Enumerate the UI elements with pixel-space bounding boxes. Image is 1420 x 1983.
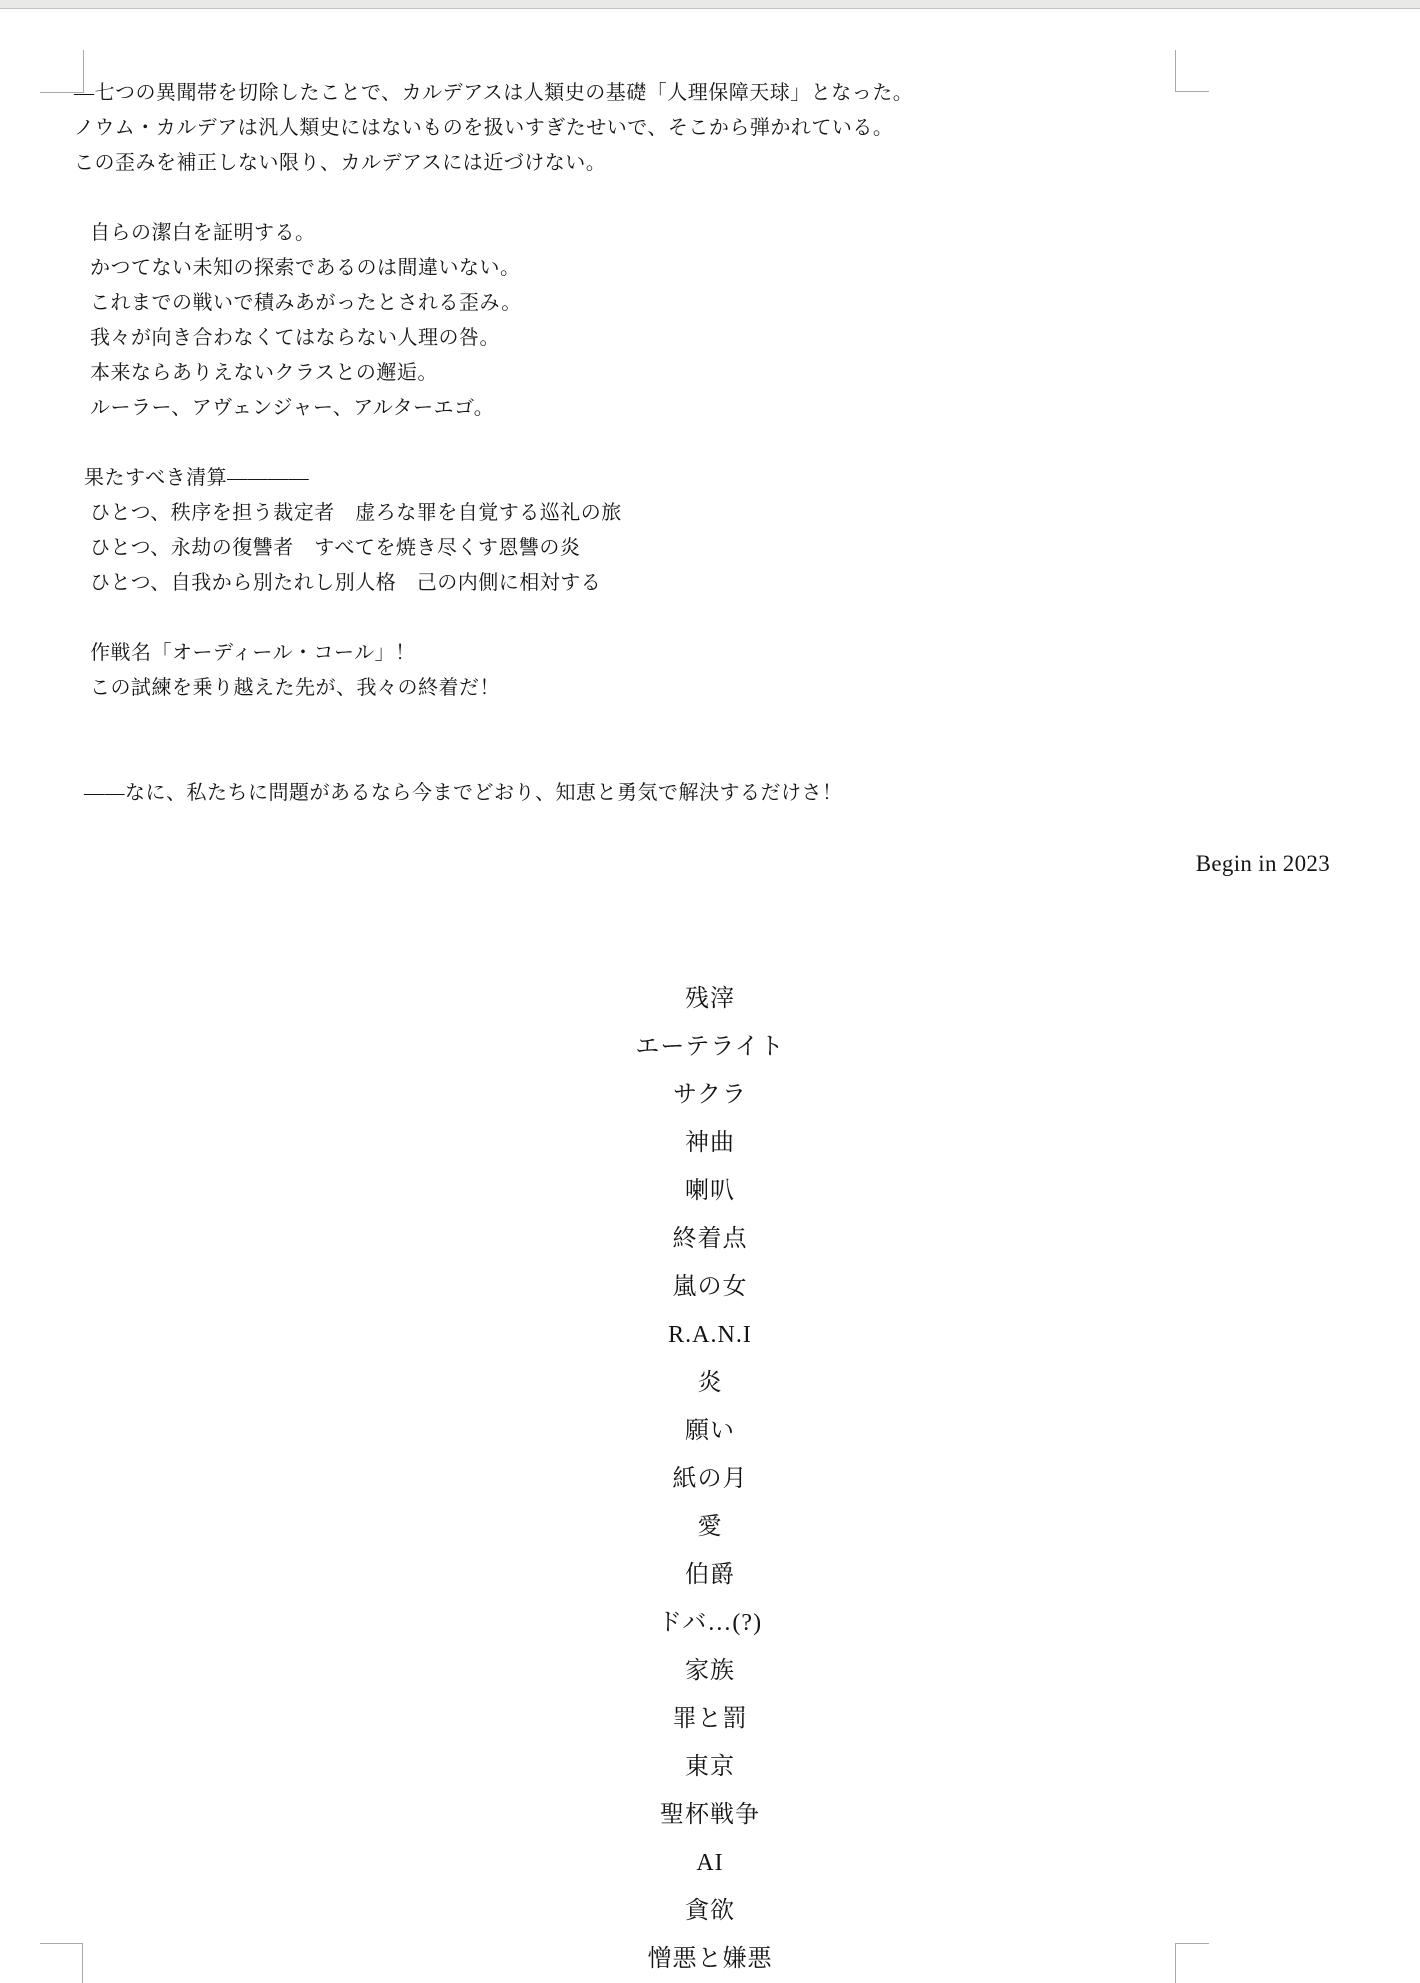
text-line: 作戦名「オーディール・コール」！ bbox=[90, 642, 416, 664]
text-line: 自らの潔白を証明する。 bbox=[90, 222, 316, 244]
blank-line bbox=[0, 181, 1420, 216]
keyword-item: 罪と罰 bbox=[672, 1706, 748, 1732]
document-body bbox=[0, 76, 1420, 881]
blank-line bbox=[0, 706, 1420, 741]
keyword-item: 嵐の女 bbox=[672, 1274, 748, 1300]
keyword-item: 東京 bbox=[685, 1754, 735, 1780]
keyword-item: サクラ bbox=[672, 1082, 748, 1108]
keyword-item: 神曲 bbox=[685, 1130, 735, 1156]
keyword-item: 炎 bbox=[697, 1370, 723, 1396]
blank-line bbox=[0, 601, 1420, 636]
keyword-item: R.A.N.I bbox=[668, 1322, 752, 1348]
text-line: ひとつ、秩序を担う裁定者 虚ろな罪を自覚する巡礼の旅 bbox=[90, 502, 622, 524]
keyword-item: 家族 bbox=[685, 1658, 735, 1684]
text-line: Begin in 2023 bbox=[1195, 851, 1330, 876]
blank-line bbox=[0, 741, 1420, 776]
blank-line bbox=[0, 811, 1420, 846]
blank-line bbox=[0, 426, 1420, 461]
text-line: かつてない未知の探索であるのは間違いない。 bbox=[90, 257, 521, 279]
keyword-item: 残滓 bbox=[685, 986, 735, 1012]
text-line: ルーラー、アヴェンジャー、アルターエゴ。 bbox=[90, 397, 495, 419]
keyword-item: 憎悪と嫌悪 bbox=[647, 1946, 773, 1972]
keyword-item: 聖杯戦争 bbox=[660, 1802, 760, 1828]
keyword-item: 紙の月 bbox=[672, 1466, 748, 1492]
text-line: 我々が向き合わなくてはならない人理の咎。 bbox=[90, 327, 500, 349]
text-line: 果たすべき清算―――― bbox=[84, 467, 310, 489]
text-line: 本来ならありえないクラスとの邂逅。 bbox=[90, 362, 438, 384]
text-line: ――なに、私たちに問題があるなら今までどおり、知恵と勇気で解決するだけさ！ bbox=[84, 782, 843, 804]
keyword-item: 喇叭 bbox=[685, 1178, 735, 1204]
text-line: この歪みを補正しない限り、カルデアスには近づけない。 bbox=[74, 152, 607, 174]
text-line: ノウム・カルデアは汎人類史にはないものを扱いすぎたせいで、そこから弾かれている。 bbox=[74, 117, 894, 139]
keyword-item: 願い bbox=[685, 1418, 735, 1444]
keyword-item: 愛 bbox=[697, 1514, 723, 1540]
keyword-item: 終着点 bbox=[672, 1226, 748, 1252]
keyword-item: 貪欲 bbox=[685, 1898, 735, 1924]
keyword-item: AI bbox=[696, 1850, 724, 1876]
text-line: ひとつ、永劫の復讐者 すべてを焼き尽くす恩讐の炎 bbox=[90, 537, 581, 559]
keyword-item: 伯爵 bbox=[685, 1562, 735, 1588]
text-line: ひとつ、自我から別たれし別人格 己の内側に相対する bbox=[90, 572, 602, 594]
text-line: ―七つの異聞帯を切除したことで、カルデアスは人類史の基礎「人理保障天球」となった。 bbox=[74, 82, 914, 104]
keyword-item: ドバ…(?) bbox=[657, 1610, 763, 1636]
keyword-list bbox=[0, 975, 1420, 1983]
text-line: この試練を乗り越えた先が、我々の終着だ！ bbox=[90, 677, 500, 699]
page-gap-strip bbox=[0, 0, 1420, 9]
text-line: これまでの戦いで積みあがったとされる歪み。 bbox=[90, 292, 522, 314]
keyword-item: エーテライト bbox=[635, 1034, 785, 1060]
